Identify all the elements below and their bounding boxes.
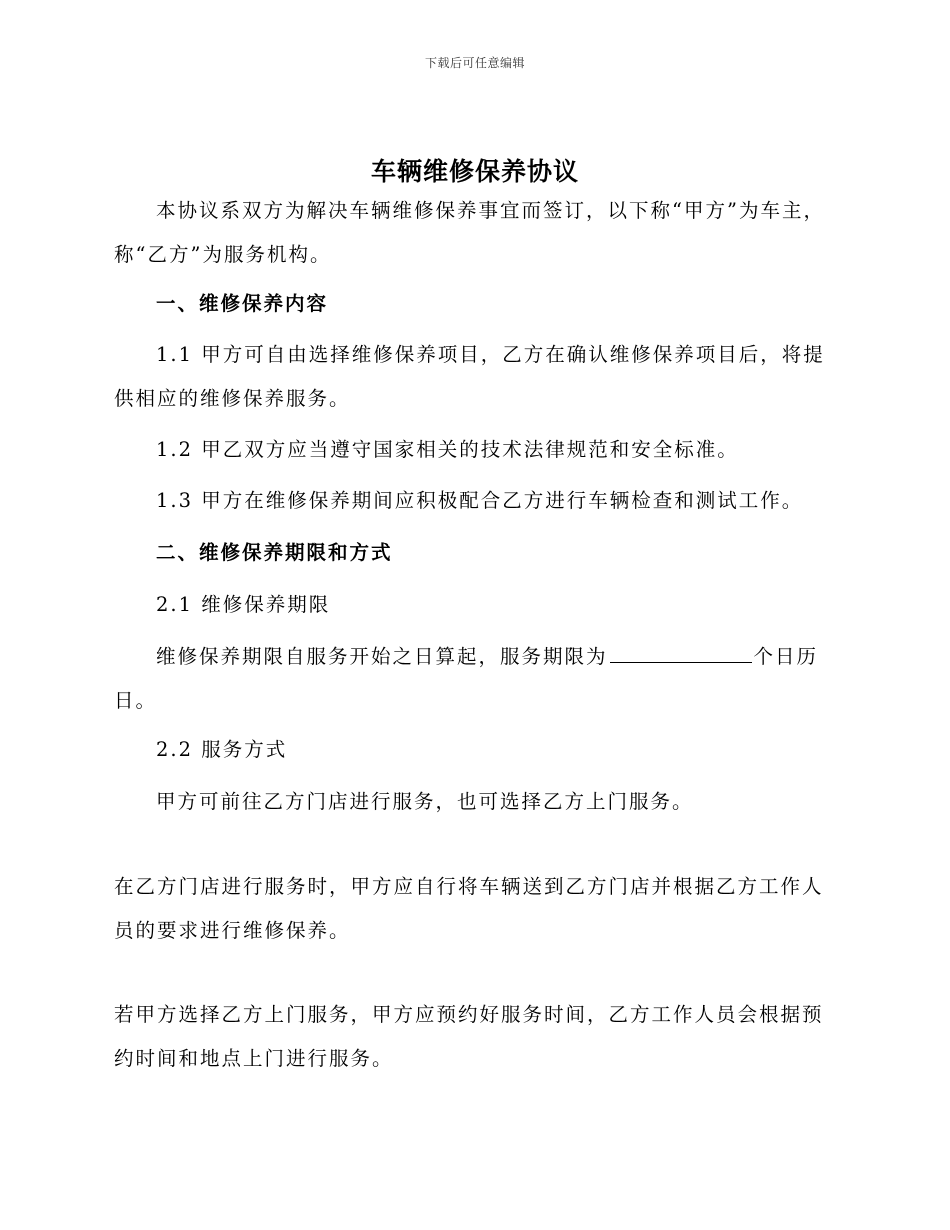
section2-sub2-text: 甲方可前往乙方门店进行服务，也可选择乙方上门服务。 [156, 790, 694, 813]
section1-item3-block [114, 479, 838, 523]
section1-item1-block [114, 333, 838, 421]
section1-heading: 一、维修保养内容 [156, 292, 329, 315]
section2-sub2-title-block [114, 728, 838, 772]
page-header-note: 下载后可任意编辑 [424, 56, 525, 70]
store-service-block [114, 865, 838, 953]
section2-heading: 二、维修保养期限和方式 [156, 541, 393, 564]
section1-item2-block [114, 428, 838, 472]
service-term-text-before: 维修保养期限自服务开始之日算起，服务期限为 [156, 645, 608, 668]
section2-sub1-title-block [114, 583, 838, 627]
service-days-blank[interactable] [610, 640, 752, 663]
section2-sub1-title: 2.1 维修保养期限 [156, 593, 331, 616]
section1-item2: 1.2 甲乙双方应当遵守国家相关的技术法律规范和安全标准。 [156, 438, 739, 461]
store-service-paragraph: 在乙方门店进行服务时，甲方应自行将车辆送到乙方门店并根据乙方工作人员的要求进行维修保养。 [114, 875, 824, 942]
section1-item1: 1.1 甲方可自由选择维修保养项目，乙方在确认维修保养项目后，将提供相应的维修保养服务。 [114, 343, 825, 410]
section2-sub2-title: 2.2 服务方式 [156, 738, 288, 761]
intro-paragraph: 本协议系双方为解决车辆维修保养事宜而签订，以下称“甲方”为车主，称“乙方”为服务机构。 [114, 199, 825, 266]
home-service-block [114, 993, 838, 1081]
document-title: 车辆维修保养协议 [370, 157, 579, 186]
section2-sub1-text-block [114, 635, 838, 723]
home-service-paragraph: 若甲方选择乙方上门服务，甲方应预约好服务时间，乙方工作人员会根据预约时间和地点上门进行服务。 [114, 1003, 824, 1070]
intro-block [114, 189, 838, 277]
section2-sub2-text-block [114, 780, 838, 824]
section2-sub1-text [114, 635, 838, 723]
section1-block [114, 282, 838, 326]
service-term-text-after: 个日历日。 [114, 645, 819, 712]
section2-heading-block [114, 531, 838, 575]
section1-item3: 1.3 甲方在维修保养期间应积极配合乙方进行车辆检查和测试工作。 [156, 489, 804, 512]
